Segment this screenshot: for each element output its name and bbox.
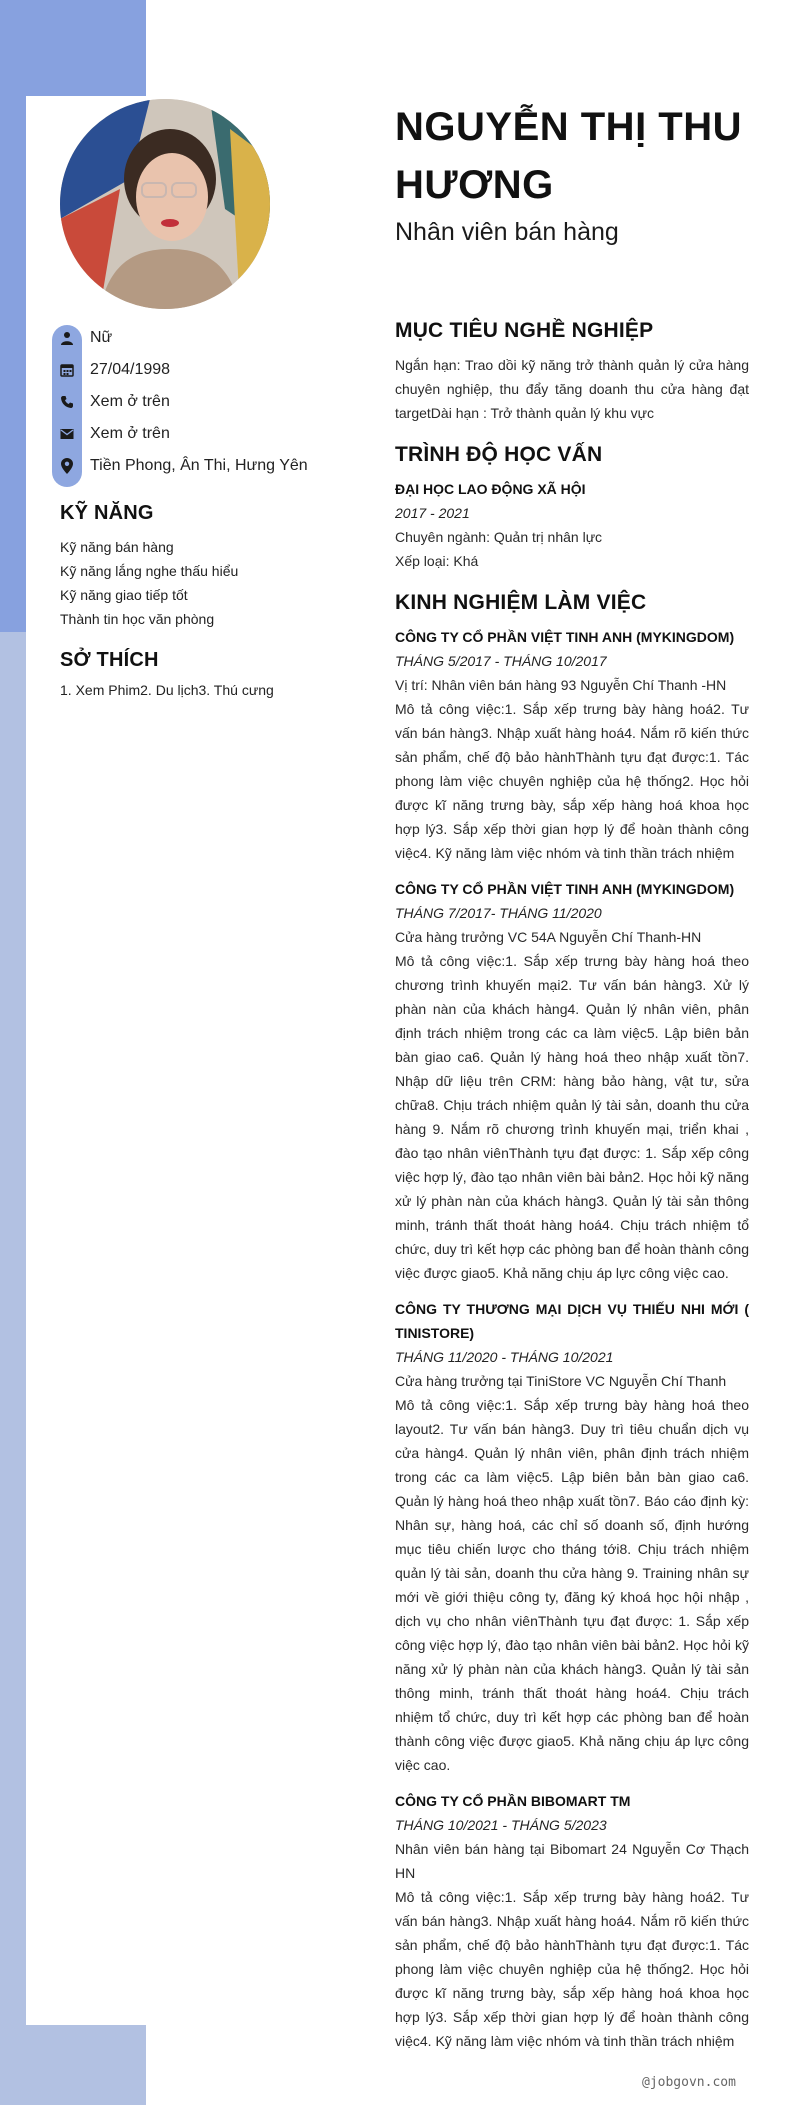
job-entry bbox=[395, 1789, 749, 2053]
hobbies-heading: SỞ THÍCH bbox=[60, 649, 159, 671]
job-description: Mô tả công việc:1. Sắp xếp trưng bày hàng hoá theo chương trình khuyến mại2. Tư vấn bán hàng3. Xử lý phàn nàn của khách hàng4. Quản lý nhân viên, phân định trách nhiệm trong các ca làm việc5. Lập biên bản bàn giao ca6. Quản lý hàng hoá theo nhập xuất tồn7. Nhập dữ liệu trên CRM: hàng bảo hàng, vật tư, sửa chữa8. Chịu trách nhiệm quản lý tài sản, doanh thu cửa hàng 9. Nắm rõ chương trình khuyến mại, triển khai , đào tạo nhân viênThành tựu đạt được: 1. Sắp xếp công việc hợp lý, đào tạo nhân viên bài bản2. Học hỏi kỹ năng xử lý phàn nàn của khách hàng3. Quản lý tài sản thông minh, tránh thất thoát hàng hoá4. Chịu trách nhiệm tổ chức, duy trì kết hợp các phòng ban để hoàn thành công việc được giao5. Khả năng chịu áp lực công việc cao. bbox=[395, 953, 749, 1281]
job-role: Vị trí: Nhân viên bán hàng 93 Nguyễn Chí Thanh -HN bbox=[395, 677, 727, 693]
job-period: THÁNG 11/2020 - THÁNG 10/2021 bbox=[395, 1349, 614, 1365]
job-description: Mô tả công việc:1. Sắp xếp trưng bày hàng hoá2. Tư vấn bán hàng3. Nhập xuất hàng hoá4. Nắm rõ kiến thức sản phẩm, chế độ bảo hànhThành tựu đạt được:1. Tác phong làm việc chuyên nghiệp của hệ thống2. Học hỏi được kĩ năng trưng bày, sắp xếp hàng hoá khoa học hợp lý3. Sắp xếp thời gian hợp lý để hoàn thành công việc4. Kỹ năng làm việc nhóm và tinh thần trách nhiệm bbox=[395, 1889, 749, 2049]
education-grade: Xếp loại: Khá bbox=[395, 553, 479, 569]
job-period: THÁNG 10/2021 - THÁNG 5/2023 bbox=[395, 1817, 607, 1833]
job-period: THÁNG 5/2017 - THÁNG 10/2017 bbox=[395, 653, 607, 669]
contact-gender bbox=[52, 322, 352, 354]
objective-text: Ngắn hạn: Trao dồi kỹ năng trở thành quản lý cửa hàng chuyên nghiệp, thu đẩy tăng doanh thu cửa hàng đạt targetDài hạn : Trở thành quản lý khu vực bbox=[395, 357, 749, 421]
skill-item: Kỹ năng giao tiếp tốt bbox=[60, 587, 188, 603]
job-description: Mô tả công việc:1. Sắp xếp trưng bày hàng hoá2. Tư vấn bán hàng3. Nhập xuất hàng hoá4. Nắm rõ kiến thức sản phẩm, chế độ bảo hànhThành tựu đạt được:1. Tác phong làm việc chuyên nghiệp của hệ thống2. Học hỏi được kĩ năng trưng bày, sắp xếp hàng hoá khoa học hợp lý3. Sắp xếp thời gian hợp lý để hoàn thành công việc4. Kỹ năng làm việc nhóm và tinh thần trách nhiệm bbox=[395, 701, 749, 861]
skill-item: Thành tin học văn phòng bbox=[60, 611, 215, 627]
contact-address bbox=[52, 450, 352, 482]
job-entry bbox=[395, 625, 749, 865]
job-company: CÔNG TY CỔ PHẦN VIỆT TINH ANH (MYKINGDOM) bbox=[395, 629, 735, 645]
skill-item: Kỹ năng bán hàng bbox=[60, 539, 174, 555]
job-description: Mô tả công việc:1. Sắp xếp trưng bày hàng hoá theo layout2. Tư vấn bán hàng3. Duy trì tiêu chuẩn dịch vụ cửa hàng4. Quản lý nhân viên, phân định trách nhiệm trong các ca làm việc5. Lập biên bản bàn giao ca6. Quản lý hàng hoá theo nhập xuất tồn7. Báo cáo định kỳ: Nhân sự, hàng hoá, các chỉ số doanh số, định hướng mục tiêu chiến lược cho tháng tới8. Chịu trách nhiệm quản lý tài sản, doanh thu cửa hàng 9. Training nhân sự mới về giới thiệu công ty, đăng ký khoá học hội nhập , dịch vụ cho nhân viênThành tựu đạt được: 1. Sắp xếp công việc hợp lý, đào tạo nhân viên bài bản2. Học hỏi kỹ năng xử lý phàn nàn của khách hàng3. Quản lý tài sản thông minh, tránh thất thoát hàng hoá4. Chịu trách nhiệm tổ chức, duy trì kết hợp các phòng ban để hoàn thành công việc được giao5. Khả năng chịu áp lực công việc cao. bbox=[395, 1397, 749, 1773]
skills-list bbox=[60, 535, 238, 631]
watermark-footer: @jobgovn.com bbox=[642, 2075, 736, 2090]
education-heading: TRÌNH ĐỘ HỌC VẤN bbox=[395, 443, 603, 466]
job-role: Cửa hàng trưởng tại TiniStore VC Nguyễn Chí Thanh bbox=[395, 1373, 727, 1389]
job-company: CÔNG TY CỔ PHẦN VIỆT TINH ANH (MYKINGDOM) bbox=[395, 881, 735, 897]
contact-phone bbox=[52, 386, 352, 418]
job-role: Cửa hàng trưởng VC 54A Nguyễn Chí Thanh-HN bbox=[395, 929, 702, 945]
job-role: Nhân viên bán hàng tại Bibomart 24 Nguyễn Cơ Thạch HN bbox=[395, 1841, 749, 1881]
objective-heading: MỤC TIÊU NGHỀ NGHIỆP bbox=[395, 319, 654, 342]
job-entry bbox=[395, 877, 749, 1285]
main-column bbox=[395, 98, 749, 2065]
phone-text: Xem ở trên bbox=[90, 393, 170, 410]
job-entry bbox=[395, 1297, 749, 1777]
job-period: THÁNG 7/2017- THÁNG 11/2020 bbox=[395, 905, 602, 921]
skills-heading: KỸ NĂNG bbox=[60, 502, 154, 524]
skill-item: Kỹ năng lắng nghe thấu hiểu bbox=[60, 563, 239, 579]
profile-photo bbox=[60, 99, 270, 309]
contact-birthday bbox=[52, 354, 352, 386]
candidate-name: NGUYỄN THỊ THU HƯƠNG bbox=[395, 105, 742, 207]
location-icon bbox=[52, 458, 82, 474]
person-icon bbox=[52, 331, 82, 345]
email-text: Xem ở trên bbox=[90, 425, 170, 442]
experience-heading: KINH NGHIỆM LÀM VIỆC bbox=[395, 591, 647, 614]
job-company: CÔNG TY THƯƠNG MẠI DỊCH VỤ THIẾU NHI MỚI ( TINISTORE) bbox=[395, 1301, 749, 1341]
education-period: 2017 - 2021 bbox=[395, 505, 470, 521]
calendar-icon bbox=[52, 363, 82, 377]
mail-icon bbox=[52, 428, 82, 440]
phone-icon bbox=[52, 395, 82, 409]
education-major: Chuyên ngành: Quản trị nhân lực bbox=[395, 529, 603, 545]
address-text: Tiền Phong, Ân Thi, Hưng Yên bbox=[90, 457, 308, 474]
gender-text: Nữ bbox=[90, 329, 113, 346]
hobbies-text: 1. Xem Phim2. Du lịch3. Thú cưng bbox=[60, 682, 274, 698]
school-name: ĐẠI HỌC LAO ĐỘNG XÃ HỘI bbox=[395, 481, 586, 497]
contact-email bbox=[52, 418, 352, 450]
contact-list bbox=[52, 322, 352, 482]
birthday-text: 27/04/1998 bbox=[90, 361, 171, 378]
candidate-title: Nhân viên bán hàng bbox=[395, 218, 619, 246]
job-company: CÔNG TY CỔ PHẦN BIBOMART TM bbox=[395, 1793, 631, 1809]
